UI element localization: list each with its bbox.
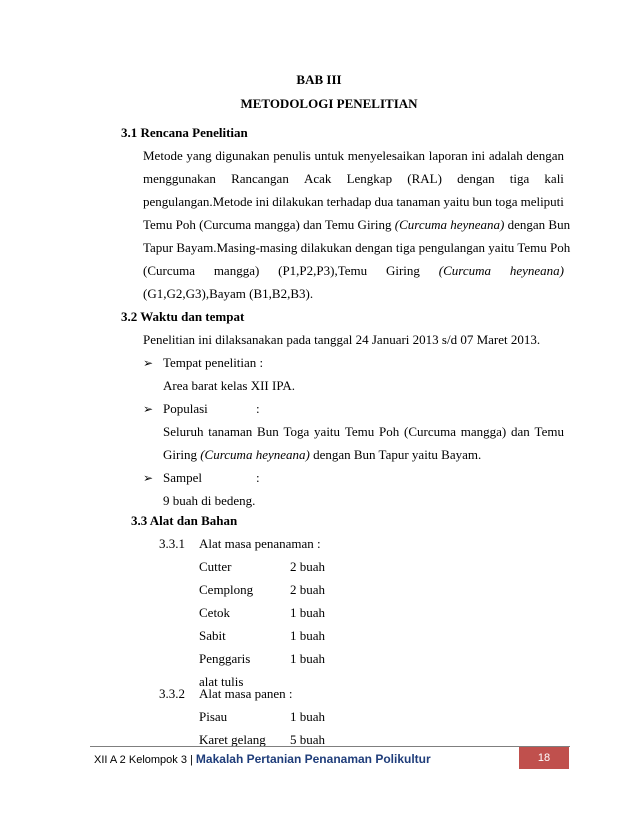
- word: Bun: [257, 424, 279, 439]
- footer-prefix: XII A 2 Kelompok 3 |: [94, 754, 196, 766]
- paragraph-line: Penelitian ini dilaksanakan pada tanggal 24 Januari 2013 s/d 07 Maret 2013.: [143, 332, 541, 347]
- word: penulis: [273, 148, 311, 163]
- word: terhadap: [326, 194, 372, 209]
- paragraph-line: (G1,G2,G3),Bayam (B1,B2,B3).: [143, 286, 314, 301]
- bullet-value: Area barat kelas XII IPA.: [163, 378, 295, 393]
- bullet-label: Sampel: [163, 470, 202, 485]
- word: adalah: [488, 148, 523, 163]
- word: meliputi: [520, 194, 564, 209]
- tool-name: Karet gelang: [199, 732, 266, 747]
- footer-title: Makalah Pertanian Penanaman Polikultur: [195, 752, 431, 766]
- word: untuk: [314, 148, 345, 163]
- tool-name: Cemplong: [199, 582, 254, 597]
- paragraph-line: [143, 217, 570, 233]
- subsection-title: Alat masa penanaman :: [199, 536, 321, 551]
- bullet-arrow-icon: ➢: [143, 402, 154, 416]
- tool-quantity: 1 buah: [290, 651, 326, 666]
- subsection-number: 3.3.2: [159, 686, 185, 701]
- chapter-label: BAB III: [296, 72, 342, 87]
- species-name: (Curcuma heyneana): [394, 217, 505, 232]
- word: (Curcuma: [143, 263, 195, 278]
- word: (Curcuma: [404, 424, 456, 439]
- word: Metode: [143, 148, 183, 163]
- paragraph-line: [143, 194, 564, 210]
- word: bun: [472, 194, 493, 209]
- paragraph-line: [163, 447, 481, 463]
- colon: :: [256, 470, 260, 485]
- word: (RAL): [407, 171, 442, 186]
- paragraph-line: [163, 424, 564, 440]
- word: dan: [511, 424, 530, 439]
- paragraph-line: [143, 263, 564, 279]
- word: Temu: [344, 424, 375, 439]
- word: mangga): [460, 424, 507, 439]
- paragraph-line: Tapur Bayam.Masing-masing dilakukan dengan tiga pengulangan yaitu Temu Poh: [143, 240, 571, 255]
- footer-label: [94, 752, 431, 767]
- page-number: 18: [537, 752, 551, 764]
- tool-name: Cetok: [199, 605, 231, 620]
- word-italic: heyneana): [509, 263, 564, 278]
- tool-name: Penggaris: [199, 651, 251, 666]
- species-name: (Curcuma heyneana): [200, 447, 310, 462]
- word: Seluruh: [163, 424, 204, 439]
- word: digunakan: [215, 148, 270, 163]
- word: dua: [374, 194, 394, 209]
- text: dengan Bun Tapur yaitu Bayam.: [309, 447, 482, 462]
- bullet-label: Populasi: [163, 401, 208, 416]
- word: Rancangan: [231, 171, 289, 186]
- subsection-title: Alat masa panen :: [199, 686, 293, 701]
- word: Temu: [534, 424, 564, 439]
- page-title: METODOLOGI PENELITIAN: [240, 96, 418, 111]
- word: dengan: [526, 148, 564, 163]
- bullet-arrow-icon: ➢: [143, 356, 154, 370]
- text: dengan Bun: [504, 217, 571, 232]
- section-heading-3-3: 3.3 Alat dan Bahan: [131, 513, 238, 528]
- word: Lengkap: [346, 171, 393, 186]
- text: Temu Poh (Curcuma mangga) dan Temu Giring: [143, 217, 395, 232]
- word: menyelesaikan: [347, 148, 426, 163]
- word: tiga: [509, 171, 530, 186]
- word: laporan: [428, 148, 468, 163]
- word: yaitu: [443, 194, 470, 209]
- tool-quantity: 1 buah: [290, 709, 326, 724]
- word: Toga: [283, 424, 310, 439]
- paragraph-line: [143, 148, 564, 164]
- tool-name: Sabit: [199, 628, 226, 643]
- word: mangga): [213, 263, 260, 278]
- word: toga: [495, 194, 518, 209]
- word-italic: (Curcuma: [438, 263, 491, 278]
- subsection-number: 3.3.1: [159, 536, 185, 551]
- word: Acak: [304, 171, 332, 186]
- word: tanaman: [208, 424, 253, 439]
- footer-rule: [90, 746, 570, 747]
- word: ini: [255, 194, 270, 209]
- tool-quantity: 2 buah: [290, 559, 326, 574]
- paragraph-line: [143, 171, 564, 187]
- word: tanaman: [396, 194, 441, 209]
- word: kali: [544, 171, 564, 186]
- tool-quantity: 1 buah: [290, 605, 326, 620]
- word: ini: [471, 148, 486, 163]
- bullet-value: 9 buah di bedeng.: [163, 493, 256, 508]
- word: pengulangan.Metode: [143, 194, 253, 209]
- section-heading-3-1: 3.1 Rencana Penelitian: [121, 125, 248, 140]
- colon: :: [256, 401, 260, 416]
- tool-quantity: 2 buah: [290, 582, 326, 597]
- bullet-arrow-icon: ➢: [143, 471, 154, 485]
- tool-name: alat tulis: [199, 674, 244, 689]
- bullet-label: Tempat penelitian :: [163, 355, 264, 370]
- section-heading-3-2: 3.2 Waktu dan tempat: [121, 309, 245, 324]
- word: yang: [186, 148, 212, 163]
- tool-name: Pisau: [199, 709, 228, 724]
- tool-quantity: 1 buah: [290, 628, 326, 643]
- word: Giring: [385, 263, 420, 278]
- tool-name: Cutter: [199, 559, 232, 574]
- word: dilakukan: [272, 194, 324, 209]
- word: dengan: [457, 171, 495, 186]
- word: (P1,P2,P3),Temu: [278, 263, 368, 278]
- word: yaitu: [314, 424, 341, 439]
- text: Giring: [163, 447, 201, 462]
- word: Poh: [379, 424, 400, 439]
- word: menggunakan: [143, 171, 216, 186]
- tool-quantity: 5 buah: [290, 732, 326, 747]
